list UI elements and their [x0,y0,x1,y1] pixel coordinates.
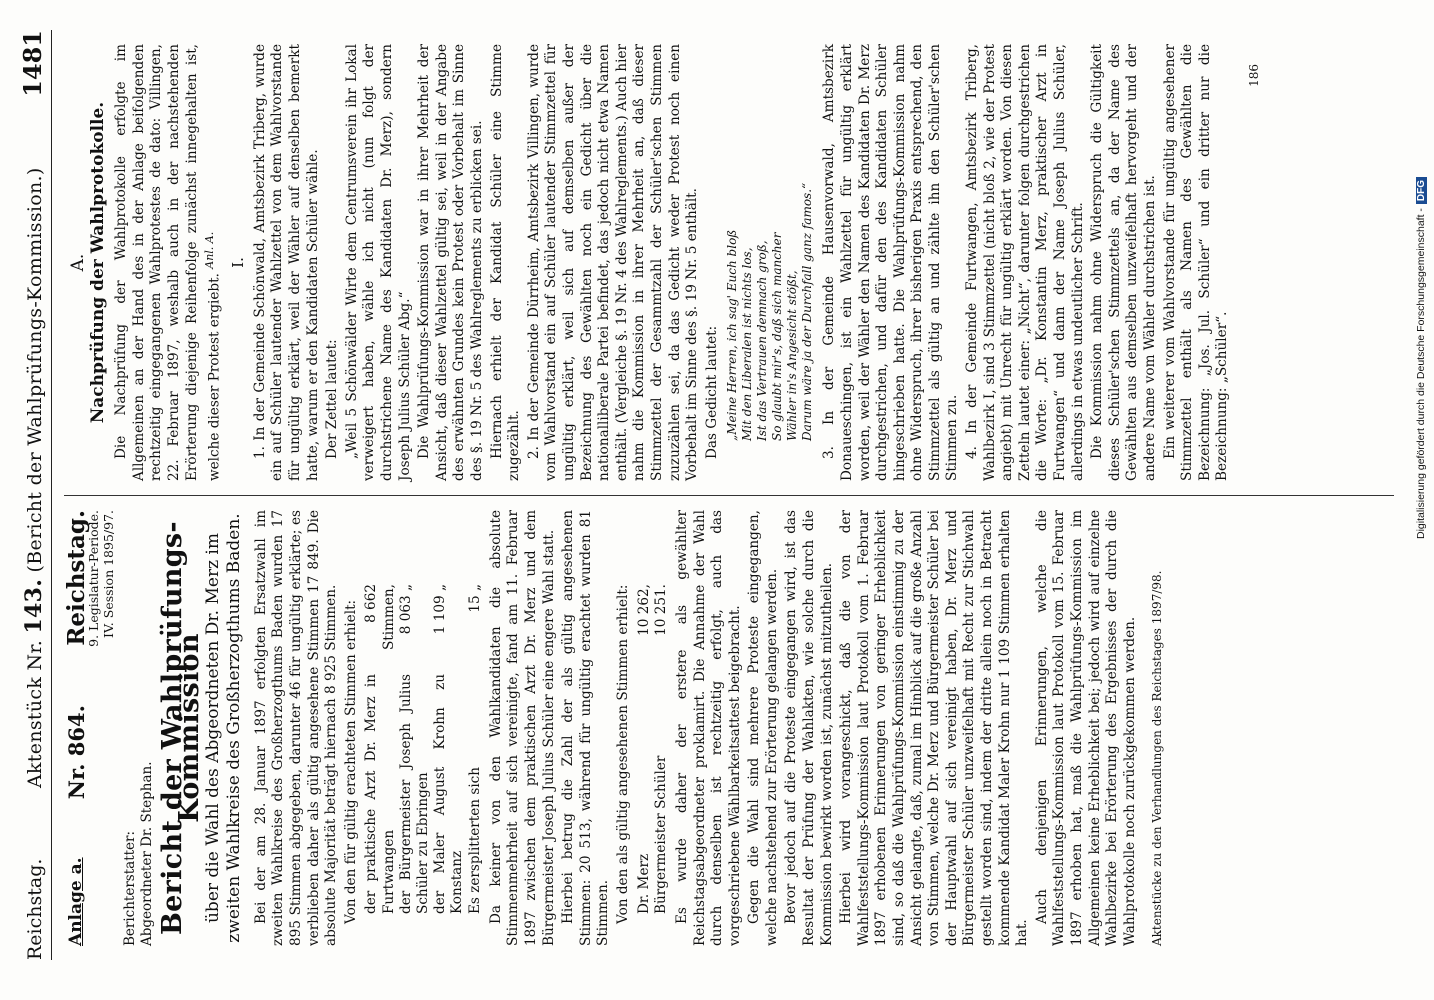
subtitle: über die Wahl des Abgeordneten Dr. Merz im zweiten Wahlkreise des Großherzogthums Baden. [202,513,244,943]
paragraph: Da keiner von den Wahlkandidaten die absolute Stimmenmehrheit auf sich vereinigte, fand am 11. Februar 1897 zwischen dem praktischen Arzt Dr. Merz und dem Bürgermeister Joseph Julius Schüler eine engere Wahl statt. [487,510,557,946]
main-title: Bericht der Wahlprüfungs-Kommission [156,521,206,935]
header-center-suffix: (Bericht der Wahlprüfungs-Kommission.) [24,167,46,573]
left-top-row [63,510,116,946]
poem-line: So glaubt mir's, daß sich mancher [770,232,785,441]
poem-line: Ist das Vertrauen demnach groß, [755,240,770,441]
reichstag-block [63,510,116,647]
paragraph: Der Zettel lautet: [324,339,341,459]
paragraph: Hierbei wird vorangeschickt, daß die von der Wahlfeststellungs-Kommission laut Protokoll vom 1. Februar 1897 erhobenen Erinnerungen von geringer Erheblichkeit sind, so daß die Wahlprüfungs-Kommission einstimmig zu der Ansicht gelangte, daß, zumal im Hinblick auf die große Anzahl von Stimmen, welche Dr. Merz und Bürgermeister Schüler bei der Hauptwahl auf sich vereinigt haben, Dr. Merz und Bürgermeister Schüler unzweifelhaft mit Recht zur Stichwahl gestellt worden sind, indem der dritte allein noch in Betracht kommende Kandidat Maler Krohn nur 1 109 Stimmen erhalten hat. [838,510,1031,946]
annex-reference: Anl. A. [203,231,217,269]
paragraph: 4. In der Gemeinde Furtwangen, Amtsbezirk Triberg, Wahlbezirk I, sind 3 Stimmzettel (nicht bloß 2, wie der Protest angiebt) mit Unrecht für ungültig erklärt worden. Von diesen Zetteln lautet einer: „Nicht“, darunter folgen durchgestrichen die Worte: „Dr. Konstantin Merz, praktischer Arzt in Furtwangen“ und dann der Name Joseph Julius Schüler, allerdings in etwas undeutlicher Schrift. [964,44,1086,481]
vote-count: 8 063 „ [397,584,414,635]
intro-text: Die Nachprüfung der Wahlprotokolle erfolgte im Allgemeinen an der Hand des in der Anlage beifolgenden rechtzeitig eingegangenen Wahlprotestes de dato: Villingen, 22. Februar 1897, weshalb auch in der nachstehenden Erörterung diejenige Reihenfolge zunächst innegehalten ist, welche dieser Protest ergiebt. [113,44,223,481]
paragraph: Das Gedicht lautet: [703,325,720,459]
vote-count: 8 662 Stimmen, [363,584,397,651]
vote-candidate: der Bürgermeister Joseph Julius Schüler zu Ebringen [397,674,431,914]
poem-line: „Meine Herren, ich sag' Euch bloß [725,229,740,441]
vote-candidate: Es zersplitterten sich [466,766,483,914]
page-number: 1481 [18,30,47,97]
poem [725,44,815,441]
paragraph: Von den für gültig erachteten Stimmen erhielt: [342,599,359,924]
digitization-note-text [1415,8,1431,708]
vote-row [636,584,653,914]
paragraph: Auch denjenigen Erinnerungen, welche die Wahlfeststellungs-Kommission laut Protokoll vom 15. Februar 1897 erhoben hat, maß die Wahlprüfungs-Kommission im Allgemeinen keine Erheblichkeit bei; jedoch wird auf einzelne Wahlbezirke bei Erörterung des Ergebnisses der durch die Wahlprotokolle noch zurückgekommen werden. [1033,510,1138,946]
paragraph: Die Wahlprüfungs-Kommission war in ihrer Mehrheit der Ansicht, daß dieser Wahlzettel gültig sei, weil in der Angabe des erwähnten Grundes kein Protest oder Vorbehalt im Sinne des §. 19 Nr. 5 des Wahlreglements zu erblicken sei. [416,44,485,481]
dfg-logo: DFG [1416,177,1427,204]
header-center [21,167,47,788]
paragraph: 1. In der Gemeinde Schönwald, Amtsbezirk Triberg, wurde ein auf Schüler lautender Wahlzettel von dem Wahlvorstande für ungültig erklärt, weil der Wähler auf denselben bemerkt hatte, warum er den Kandidaten Schüler wähle. [251,44,321,481]
paragraph: 2. In der Gemeinde Dürrheim, Amtsbezirk Villingen, wurde vom Wahlvorstand ein auf Schüler lautender Stimmzettel für ungültig erklärt, weil sich auf demselben außer der Bezeichnung des Gewählten noch ein Gedicht über die nationalliberale Partei befindet, das jedoch nicht etwa Namen enthält. (Vergleiche §. 19 Nr. 4 des Wahlreglements.) Auch hier nahm die Kommission in ihrer Mehrheit an, daß dieser Stimmzettel der Gesammtzahl der Schüler'schen Stimmen zuzuzählen sei, da das Gedicht weder Protest noch einen Vorbehalt im Sinne des §. 19 Nr. 5 enthält. [525,44,701,481]
reporter-name: Abgeordneter Dr. Stephan. [138,761,155,946]
left-footer: Aktenstücke zu den Verhandlungen des Reichstages 1897/98. [1150,570,1165,946]
reichstag-session: IV. Session 1895/97. [100,510,116,638]
running-header [18,30,52,960]
vote-row [467,584,484,914]
two-column-body [64,30,1394,960]
vote-candidate: Dr. Merz [635,853,652,914]
header-center-prefix: Aktenstück Nr. [24,639,46,788]
paragraph: Von den als gültig angesehenen Stimmen erhielt: [614,584,631,924]
vote-count: 1 109 „ [432,584,449,635]
paragraph: Bevor jedoch auf die Proteste eingegangen wird, ist das Resultat der Prüfung der Wahlakten, wie solche durch die Kommission bewirkt worden ist, zunächst mitzutheilen. [783,510,835,946]
vote-row [363,584,397,914]
paragraph: 3. In der Gemeinde Hausenvorwald, Amtsbezirk Donaueschingen, ist ein Wahlzettel für ungültig erklärt worden, weil der Wähler den Namen des Kandidaten Dr. Merz durchgestrichen, und dafür den des Kandidaten Schüler hingeschrieben hatte. Die Wahlprüfungs-Kommission nahm ohne Widerspruch, ihrer bisherigen Praxis entsprechend, den Stimmzettel als gültig an und zählte ihn den Schüler'schen Stimmen zu. [821,44,961,481]
digitization-note [1412,0,1434,1000]
vote-table-runoff [636,510,670,914]
vote-candidate: der Maler August Krohn zu Konstanz [432,674,466,914]
right-column [64,30,1394,495]
left-column [64,495,1394,960]
vote-count: 10 251. [652,584,669,636]
header-left: Reichstag. [24,858,46,960]
section-title: Nachprüfung der Wahlprotokolle. [87,101,108,424]
roman-numeral: I. [229,257,248,268]
anlage-label: Anlage a. [66,857,86,946]
paragraph: Gegen die Wahl sind mehrere Proteste eingegangen, welche nachstehend zur Erörterung gelangen werden. [746,510,780,946]
paragraph: Bei der am 28. Januar 1897 erfolgten Ersatzwahl im zweiten Wahlkreise des Großherzogthums Baden wurden 17 895 Stimmen abgegeben, darunter 46 für ungültig erklärte; es verblieben daher als gültig angesehene Stimmen 17 849. Die absolute Majorität beträgt hiernach 8 925 Stimmen. [252,510,340,946]
document-number: Nr. 864. [64,705,89,800]
page-signature: 186 [1246,64,1261,87]
vote-row [432,584,466,914]
poem-line: Mit den Liberalen ist nichts los, [740,247,755,441]
vote-table-main [363,510,483,914]
reporter-block [122,510,156,946]
paragraph: Ein weiterer vom Wahlvorstande für ungültig angesehener Stimmzettel enthält als Namen des Gewählten die Bezeichnung: „Jos. Jul. Schüler“ und ein dritter nur die Bezeichnung: „Schüler“. [1161,44,1231,481]
poem-line: Wähler in's Angesicht stößt, [785,270,800,441]
vote-count: 10 262, [635,584,652,636]
vote-row [398,584,432,914]
vote-candidate: Bürgermeister Schüler [652,755,669,914]
vote-candidate: der praktische Arzt Dr. Merz in Furtwangen [363,674,397,914]
paragraph: Hiernach erhielt der Kandidat Schüler eine Stimme zugezählt. [488,44,523,481]
poem-line: Darum wäre ja der Durchfall ganz famos.“ [800,182,815,441]
paragraph: „Weil 5 Schönwälder Wirte dem Centrumsverein ihr Lokal verweigert haben, wähle ich nicht (nun folgt der durchstrichene Name des Kandidaten Dr. Merz), sondern Joseph Julius Schüler Abg.“ [343,44,413,481]
paragraph: Es wurde daher der erstere als gewählter Reichstagsabgeordneter proklamirt. Die Annahme der Wahl durch denselben ist rechtzeitig erfolgt, auch das vorgeschriebene Wählbarkeitsattest beigebracht. [673,510,743,946]
reichstag-title: Reichstag. [63,510,90,646]
paragraph: Hierbei betrug die Zahl der als gültig angesehenen Stimmen: 20 513, während für ungültig erachtet wurden 81 Stimmen. [560,510,612,946]
header-center-number: 143. [21,578,47,634]
paragraph [113,44,224,481]
vote-count: 15 „ [466,584,483,613]
section-letter: A. [68,253,88,272]
vote-row [653,584,670,914]
dfg-text: Digitalisierung gefördert durch die Deutsche Forschungsgemeinschaft - [1415,208,1427,540]
reichstag-period: 9. Legislatur-Periode. [85,510,101,647]
reporter-label: Berichterstatter: [121,830,138,946]
paragraph: Die Kommission nahm ohne Widerspruch die Gültigkeit dieses Schüler'schen Stimmzettels an, da der Name des Gewählten aus demselben unzweifelhaft hervorgeht und der andere Name vom Wähler durchstrichen ist. [1089,44,1158,481]
